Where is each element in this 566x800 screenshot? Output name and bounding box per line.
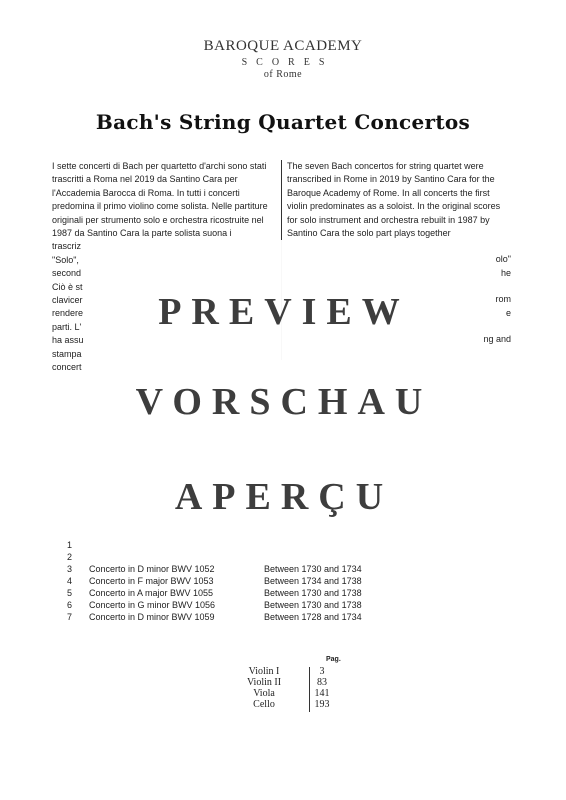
part-name: Viola: [253, 688, 275, 699]
part-page: 193: [314, 699, 330, 710]
preview-watermark: [87, 240, 481, 563]
list-item: [67, 611, 424, 623]
work-date: Between 1730 and 1734: [264, 564, 362, 574]
work-date: Between 1734 and 1738: [264, 576, 362, 586]
intro-english-fragment: e: [505, 307, 511, 318]
work-title: Concerto in G minor BWV 1056: [89, 600, 216, 610]
intro-english-fragment: olo": [495, 254, 511, 265]
list-item: [236, 677, 352, 688]
work-number: 6: [67, 600, 73, 610]
intro-italian-fragment: ha assu: [52, 335, 84, 346]
work-number: 2: [67, 552, 73, 562]
work-title: Concerto in F major BWV 1053: [89, 576, 214, 586]
part-name: Violin I: [248, 666, 280, 677]
list-item: [236, 699, 352, 710]
intro-english-fragment: he: [500, 267, 511, 278]
intro-italian-fragment: second: [52, 268, 82, 279]
intro-english-fragment: rom: [495, 294, 511, 305]
page-column-header: Pag.: [326, 656, 341, 663]
intro-italian-fragment: trascriz: [52, 241, 81, 252]
list-item: [67, 587, 424, 599]
intro-italian-fragment: clavicer: [52, 295, 83, 306]
work-date: Between 1728 and 1734: [264, 612, 362, 622]
work-number: 5: [67, 588, 73, 598]
work-number: 3: [67, 564, 73, 574]
work-number: 4: [67, 576, 73, 586]
list-item: [236, 666, 352, 677]
document-title: Bach's String Quartet Concertos: [95, 110, 471, 134]
part-page: 3: [319, 666, 325, 677]
work-date: Between 1730 and 1738: [264, 600, 362, 610]
intro-italian-fragment: parti. L': [52, 321, 82, 332]
watermark-line-2: VORSCHAU: [135, 381, 433, 423]
work-number: 7: [67, 612, 73, 622]
intro-italian-fragment: rendere: [52, 308, 84, 319]
part-page: 141: [314, 688, 330, 699]
list-item: [236, 688, 352, 699]
logo-line-1: BAROQUE ACADEMY: [203, 38, 363, 54]
watermark-line-3: APERÇU: [174, 476, 394, 518]
list-item: [67, 575, 424, 587]
intro-italian-fragment: stampa: [52, 348, 82, 359]
part-name: Cello: [253, 699, 275, 710]
publisher-logo: [0, 38, 566, 81]
part-page: 83: [317, 677, 327, 688]
part-name: Violin II: [246, 677, 282, 688]
list-item: [67, 563, 424, 575]
work-date: Between 1730 and 1738: [264, 588, 362, 598]
intro-italian-fragment: concert: [52, 362, 82, 373]
intro-english-text: The seven Bach concertos for string quartet were transcribed in Rome in 2019 by Santino Cara for the Baroque Academy of Rome. In all concerts the first violin predominates as a soloist. In the original scores for solo instrument and orchestra rebuilt in 1987 by Santino Cara the solo part plays together: [287, 161, 501, 239]
logo-line-2: SCORES: [241, 57, 334, 68]
work-title: Concerto in D minor BWV 1059: [89, 612, 215, 622]
list-item: [67, 599, 424, 611]
watermark-line-1: PREVIEW: [158, 291, 410, 333]
intro-english-fragment: ng and: [483, 334, 511, 345]
intro-italian-fragment: "Solo",: [52, 254, 79, 265]
work-number: 1: [67, 540, 73, 550]
logo-line-3: of Rome: [263, 69, 303, 80]
intro-italian-text: I sette concerti di Bach per quartetto d'archi sono stati trascritti a Roma nel 2019 da Santino Cara per l'Accademia Barocca di Roma. In tutti i concerti predomina il primo violino come solista. Nelle partiture originali per strumento solo e orchestra ricostruite nel 1987 da Santino Cara la parte solista suona i: [52, 161, 268, 239]
intro-italian-fragment: Ciò è st: [52, 281, 83, 292]
work-title: Concerto in D minor BWV 1052: [89, 564, 215, 574]
work-title: Concerto in A major BWV 1055: [89, 588, 214, 598]
